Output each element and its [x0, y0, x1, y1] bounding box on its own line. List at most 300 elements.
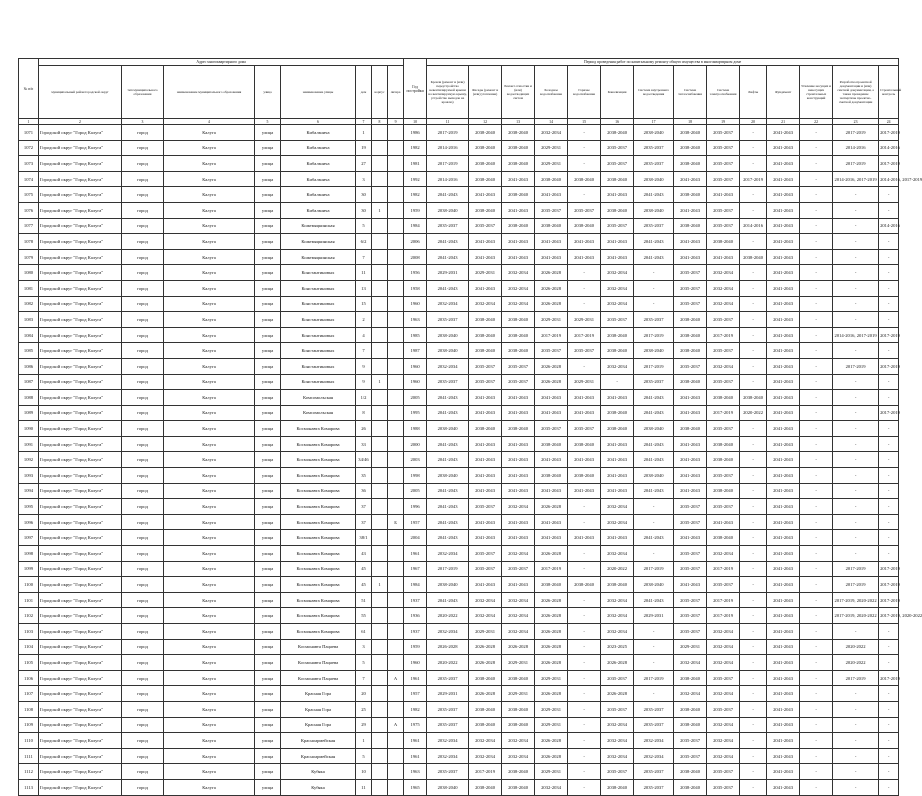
table-cell: 1091 — [19, 436, 39, 452]
table-cell: 2041-2043 — [469, 280, 502, 296]
table-cell: 5 — [356, 218, 372, 234]
table-cell — [388, 530, 404, 546]
table-cell: 1105 — [19, 655, 39, 671]
table-cell: - — [568, 608, 601, 624]
table-cell: 2038-2040 — [601, 125, 634, 141]
table-cell: 2035-2037 — [674, 296, 707, 312]
table-cell: 2041-2043 — [601, 436, 634, 452]
table-cell: 2032-2034 — [502, 265, 535, 281]
table-cell: 2006 — [404, 234, 427, 250]
table-row — [19, 670, 899, 686]
table-cell: - — [800, 499, 833, 515]
table-cell: улица — [255, 499, 281, 515]
table-cell: - — [879, 187, 899, 203]
col-header-3: наименование муниципального образования — [164, 66, 255, 119]
table-cell — [388, 312, 404, 328]
table-row — [19, 530, 899, 546]
table-cell: улица — [255, 577, 281, 593]
table-cell: 2041-2043 — [502, 452, 535, 468]
table-cell: 1982 — [404, 187, 427, 203]
table-cell: - — [800, 312, 833, 328]
col-header-6: дом — [356, 66, 372, 119]
table-cell: город — [122, 655, 164, 671]
table-cell: - — [879, 249, 899, 265]
table-cell: - — [879, 452, 899, 468]
table-cell: 30 — [356, 202, 372, 218]
table-cell: - — [879, 655, 899, 671]
table-cell: 2032-2034 — [601, 733, 634, 749]
table-cell: - — [833, 624, 879, 640]
table-cell: 2026-2028 — [535, 686, 568, 702]
table-cell: - — [800, 249, 833, 265]
table-cell: 2041-2043 — [767, 218, 800, 234]
table-cell: 2041-2043 — [767, 779, 800, 795]
table-cell: - — [833, 296, 879, 312]
table-row — [19, 468, 899, 484]
table-cell: - — [634, 624, 674, 640]
table-cell: 1078 — [19, 234, 39, 250]
table-cell: - — [800, 202, 833, 218]
table-cell: - — [740, 140, 767, 156]
table-cell: 2017-2019 — [634, 561, 674, 577]
table-cell: 2032-2034 — [469, 296, 502, 312]
table-cell: - — [740, 592, 767, 608]
table-cell: 2035-2037 — [707, 125, 740, 141]
table-cell: - — [800, 265, 833, 281]
column-number: 4 — [164, 119, 255, 125]
table-cell: 2038-2040 — [502, 779, 535, 795]
col-header-20: Фундамент — [767, 66, 800, 119]
table-cell: 2041-2043 — [674, 577, 707, 593]
table-cell: - — [568, 296, 601, 312]
table-cell: город — [122, 125, 164, 141]
table-cell: улица — [255, 639, 281, 655]
table-cell: - — [800, 483, 833, 499]
table-cell — [372, 452, 388, 468]
table-cell: Кибальчича — [281, 156, 356, 172]
table-cell: город — [122, 748, 164, 764]
table-cell: 1996 — [404, 499, 427, 515]
table-cell: 2041-2043 — [601, 249, 634, 265]
table-cell: 2029-2031 — [674, 639, 707, 655]
table-cell: - — [740, 125, 767, 141]
table-cell: 2017-2019 — [833, 561, 879, 577]
table-cell: 2029-2031 — [469, 265, 502, 281]
table-cell: 2041-2043 — [469, 468, 502, 484]
table-cell — [388, 748, 404, 764]
table-cell: Калуга — [164, 468, 255, 484]
table-cell: 2026-2028 — [502, 639, 535, 655]
col-header-7: корпус — [372, 66, 388, 119]
table-cell: - — [800, 374, 833, 390]
table-cell: 2041-2043 — [469, 452, 502, 468]
table-cell: 1 — [372, 202, 388, 218]
table-cell: 1097 — [19, 530, 39, 546]
table-cell: Кожемяцкинская — [281, 234, 356, 250]
table-row — [19, 733, 899, 749]
table-cell: 2041-2043 — [427, 187, 469, 203]
table-cell: Городской округ "Город Калуга" — [39, 530, 122, 546]
table-cell: 2035-2037 — [502, 561, 535, 577]
table-cell: 2041-2043 — [767, 468, 800, 484]
table-cell: 2038-2040 — [601, 577, 634, 593]
table-cell: 2038-2040 — [601, 202, 634, 218]
table-cell: Космонавта Пацаева — [281, 655, 356, 671]
table-cell: Космонавта Комарова — [281, 577, 356, 593]
table-cell: 2032-2034 — [601, 717, 634, 733]
table-cell: 2041-2043 — [767, 686, 800, 702]
table-cell: 2041-2043 — [601, 390, 634, 406]
table-cell: 2041-2043 — [767, 187, 800, 203]
table-cell: - — [800, 701, 833, 717]
table-cell: город — [122, 187, 164, 203]
table-cell: 2041-2043 — [469, 514, 502, 530]
table-cell: 2038-2040 — [502, 125, 535, 141]
table-cell: 2038-2040 — [535, 436, 568, 452]
table-cell: 1982 — [404, 140, 427, 156]
table-cell — [388, 125, 404, 141]
table-row — [19, 187, 899, 203]
table-cell: 2035-2037 — [427, 670, 469, 686]
table-cell: 2038-2040 — [707, 234, 740, 250]
table-cell: 2035-2037 — [535, 343, 568, 359]
table-cell: 2041-2043 — [535, 452, 568, 468]
table-cell: Калуга — [164, 499, 255, 515]
table-cell: Комсомольская — [281, 390, 356, 406]
table-cell: 55 — [356, 608, 372, 624]
table-cell: Городской округ "Город Калуга" — [39, 764, 122, 780]
table-cell: 26 — [356, 421, 372, 437]
table-cell: 2041-2043 — [427, 390, 469, 406]
table-cell: 2032-2034 — [427, 748, 469, 764]
table-cell: 29 — [356, 717, 372, 733]
table-cell: - — [740, 234, 767, 250]
table-cell: 2041-2043 — [767, 358, 800, 374]
table-cell — [372, 670, 388, 686]
table-cell: 2032-2034 — [601, 358, 634, 374]
table-cell: - — [800, 577, 833, 593]
table-cell: - — [740, 779, 767, 795]
col-header-1: муниципальный район/городской округ — [39, 66, 122, 119]
table-cell — [372, 234, 388, 250]
table-cell: Городской округ "Город Калуга" — [39, 421, 122, 437]
table-cell: Городской округ "Город Калуга" — [39, 390, 122, 406]
table-cell: 20 — [356, 686, 372, 702]
table-cell: - — [833, 701, 879, 717]
table-cell: Константиновых — [281, 296, 356, 312]
table-cell: 2041-2043 — [601, 452, 634, 468]
table-cell: - — [879, 546, 899, 562]
table-cell: 1957 — [404, 514, 427, 530]
table-cell: 5 — [356, 655, 372, 671]
table-cell: - — [879, 530, 899, 546]
table-cell: 2038-2040 — [502, 717, 535, 733]
table-cell: 2035-2037 — [502, 358, 535, 374]
table-cell: 2041-2043 — [502, 514, 535, 530]
table-cell: улица — [255, 764, 281, 780]
table-cell: 2038-2040 — [427, 202, 469, 218]
table-cell: 2029-2031 — [568, 374, 601, 390]
table-cell: Космонавта Комарова — [281, 499, 356, 515]
table-cell: 15 — [356, 296, 372, 312]
table-cell: - — [833, 390, 879, 406]
table-cell: 1104 — [19, 639, 39, 655]
table-cell: 1085 — [19, 343, 39, 359]
table-cell: Калуга — [164, 670, 255, 686]
table-cell: 2041-2043 — [767, 436, 800, 452]
table-row — [19, 218, 899, 234]
table-cell: 1107 — [19, 686, 39, 702]
table-cell: Кибальчича — [281, 202, 356, 218]
table-cell: - — [879, 436, 899, 452]
table-cell: 2017-2019 — [879, 156, 899, 172]
table-cell: 2041-2043 — [427, 436, 469, 452]
column-number: 10 — [404, 119, 427, 125]
table-row — [19, 436, 899, 452]
table-cell: 2017-2019 — [634, 327, 674, 343]
table-cell: улица — [255, 358, 281, 374]
table-cell: - — [740, 748, 767, 764]
table-cell: Космонавта Пацаева — [281, 670, 356, 686]
table-cell: 2035-2037 — [707, 779, 740, 795]
table-cell: 2041-2043 — [502, 234, 535, 250]
table-cell: - — [800, 546, 833, 562]
table-cell: - — [833, 280, 879, 296]
table-cell: 2029-2031 — [634, 608, 674, 624]
table-cell: - — [833, 436, 879, 452]
column-number: 13 — [502, 119, 535, 125]
table-cell: 2035-2037 — [469, 499, 502, 515]
table-cell: - — [879, 296, 899, 312]
table-cell: 2038-2040 — [502, 421, 535, 437]
table-cell: 1082 — [19, 296, 39, 312]
table-cell: 2041-2043 — [601, 530, 634, 546]
table-cell: - — [800, 343, 833, 359]
table-cell: 2008 — [404, 249, 427, 265]
table-cell: 1080 — [19, 265, 39, 281]
table-cell: 2041-2043 — [427, 499, 469, 515]
table-cell: - — [740, 156, 767, 172]
table-row — [19, 701, 899, 717]
table-cell: 2029-2031 — [535, 717, 568, 733]
table-cell: 2032-2034 — [427, 358, 469, 374]
table-cell: 2041-2043 — [427, 514, 469, 530]
table-cell: 34/46 — [356, 452, 372, 468]
table-cell: Калуга — [164, 483, 255, 499]
table-cell: - — [800, 592, 833, 608]
table-row — [19, 358, 899, 374]
table-cell: 2041-2043 — [767, 733, 800, 749]
table-cell: Городской округ "Город Калуга" — [39, 624, 122, 640]
table-cell: - — [740, 686, 767, 702]
table-cell: 2038-2040 — [502, 701, 535, 717]
table-cell: улица — [255, 717, 281, 733]
table-cell: 2035-2037 — [707, 312, 740, 328]
table-cell: 2026-2028 — [535, 499, 568, 515]
table-cell: 51 — [356, 592, 372, 608]
table-cell: город — [122, 779, 164, 795]
table-cell — [372, 546, 388, 562]
table-cell: 2041-2043 — [767, 608, 800, 624]
table-cell: Городской округ "Город Калуга" — [39, 499, 122, 515]
table-cell: 7 — [356, 670, 372, 686]
table-cell: - — [634, 499, 674, 515]
table-cell: Калуга — [164, 218, 255, 234]
table-cell: 2041-2043 — [767, 296, 800, 312]
table-cell: - — [879, 717, 899, 733]
table-cell — [372, 343, 388, 359]
table-cell: 2041-2043 — [674, 390, 707, 406]
table-cell: - — [879, 374, 899, 390]
table-cell: 1099 — [19, 561, 39, 577]
table-cell: 2035-2037 — [634, 218, 674, 234]
table-cell: Калуга — [164, 390, 255, 406]
table-cell: 2035-2037 — [601, 156, 634, 172]
table-cell: 2035-2037 — [568, 202, 601, 218]
table-cell: город — [122, 452, 164, 468]
table-cell: - — [568, 125, 601, 141]
table-cell: 2038-2040 — [427, 468, 469, 484]
table-cell: город — [122, 358, 164, 374]
table-cell: 2032-2034 — [601, 592, 634, 608]
table-cell: Космонавта Пацаева — [281, 639, 356, 655]
table-row — [19, 748, 899, 764]
table-cell: 2032-2034 — [707, 748, 740, 764]
table-cell: 2035-2037 — [469, 358, 502, 374]
table-cell: - — [800, 468, 833, 484]
table-cell — [372, 280, 388, 296]
table-cell: - — [879, 514, 899, 530]
table-cell: Космонавта Комарова — [281, 624, 356, 640]
table-cell: 1957 — [404, 686, 427, 702]
table-cell: 2032-2034 — [601, 514, 634, 530]
table-row — [19, 265, 899, 281]
table-cell: 2032-2034 — [469, 733, 502, 749]
table-cell: - — [879, 733, 899, 749]
table-cell: город — [122, 421, 164, 437]
table-cell: 2035-2037 — [674, 265, 707, 281]
table-cell: - — [568, 779, 601, 795]
table-cell: 2035-2037 — [634, 701, 674, 717]
table-cell: - — [800, 125, 833, 141]
table-cell: - — [800, 296, 833, 312]
col-header-0: № п/п — [19, 59, 39, 119]
table-cell: 2014-2016 — [879, 218, 899, 234]
table-cell — [388, 624, 404, 640]
table-cell: Калуга — [164, 436, 255, 452]
table-cell: Калуга — [164, 405, 255, 421]
table-cell: 2032-2034 — [502, 608, 535, 624]
repair-group-header: Период проведения работ по капитальному ремонту общего имущества в многоквартирном доме — [427, 59, 899, 66]
table-cell: Городской округ "Город Калуга" — [39, 296, 122, 312]
table-cell — [388, 779, 404, 795]
table-row — [19, 483, 899, 499]
table-cell: Космонавта Комарова — [281, 452, 356, 468]
table-cell: 2020-2022 — [427, 655, 469, 671]
table-row — [19, 140, 899, 156]
table-cell: 2041-2043 — [568, 530, 601, 546]
table-cell: 2038-2040 — [707, 436, 740, 452]
table-cell: 2017-2019 — [707, 592, 740, 608]
table-cell: - — [879, 639, 899, 655]
table-cell: 2029-2031 — [535, 312, 568, 328]
table-cell: - — [740, 546, 767, 562]
table-cell: 2038-2040 — [707, 390, 740, 406]
table-cell: 2035-2037 — [674, 561, 707, 577]
table-cell: 37 — [356, 499, 372, 515]
table-cell: - — [879, 202, 899, 218]
table-cell: Городской округ "Город Калуга" — [39, 546, 122, 562]
table-cell: 2041-2043 — [767, 280, 800, 296]
table-cell: 2038-2040 — [634, 468, 674, 484]
table-cell: 1965 — [404, 779, 427, 795]
table-cell — [372, 390, 388, 406]
table-cell: 1084 — [19, 327, 39, 343]
table-cell: - — [800, 514, 833, 530]
table-cell: Космонавта Комарова — [281, 530, 356, 546]
column-number: 23 — [833, 119, 879, 125]
table-cell — [372, 156, 388, 172]
table-cell: 2038-2040 — [427, 421, 469, 437]
table-cell: Городской округ "Город Калуга" — [39, 717, 122, 733]
column-number: 16 — [601, 119, 634, 125]
table-cell: 2032-2034 — [674, 686, 707, 702]
table-cell — [372, 171, 388, 187]
table-cell: - — [634, 280, 674, 296]
table-cell: 2041-2043 — [427, 249, 469, 265]
table-cell: - — [833, 265, 879, 281]
table-cell: 2041-2043 — [535, 249, 568, 265]
table-cell: - — [568, 187, 601, 203]
table-cell: город — [122, 390, 164, 406]
table-cell: Городской округ "Город Калуга" — [39, 670, 122, 686]
table-cell: 2041-2043 — [427, 452, 469, 468]
col-header-8: литера — [388, 66, 404, 119]
table-cell: 2038-2040 — [634, 202, 674, 218]
table-cell: 1076 — [19, 202, 39, 218]
table-cell: 2035-2037 — [535, 421, 568, 437]
table-cell: 45 — [356, 577, 372, 593]
table-cell: 1988 — [404, 421, 427, 437]
table-cell: 2014-2016, 2017-2019 — [879, 171, 899, 187]
table-cell — [388, 608, 404, 624]
table-cell: 2041-2043 — [469, 390, 502, 406]
table-cell: - — [800, 530, 833, 546]
repair-schedule-sheet — [18, 58, 922, 796]
table-cell: 1984 — [404, 577, 427, 593]
table-cell: 2020-2022 — [427, 608, 469, 624]
table-cell — [372, 717, 388, 733]
table-cell: - — [740, 717, 767, 733]
table-cell: 2032-2034 — [707, 296, 740, 312]
table-cell: 2035-2037 — [707, 374, 740, 390]
table-cell: 2041-2043 — [767, 312, 800, 328]
table-cell: 2038-2040 — [740, 249, 767, 265]
table-cell: 1961 — [404, 748, 427, 764]
table-cell: 1960 — [404, 296, 427, 312]
table-cell: 2032-2034 — [601, 296, 634, 312]
table-cell: Кибальчича — [281, 140, 356, 156]
table-cell: 2041-2043 — [767, 265, 800, 281]
table-cell: 1083 — [19, 312, 39, 328]
table-cell: город — [122, 312, 164, 328]
table-cell — [388, 249, 404, 265]
table-cell: улица — [255, 280, 281, 296]
table-row — [19, 561, 899, 577]
table-cell: А — [388, 670, 404, 686]
table-cell: Городской округ "Город Калуга" — [39, 343, 122, 359]
table-cell: 2041-2043 — [502, 202, 535, 218]
